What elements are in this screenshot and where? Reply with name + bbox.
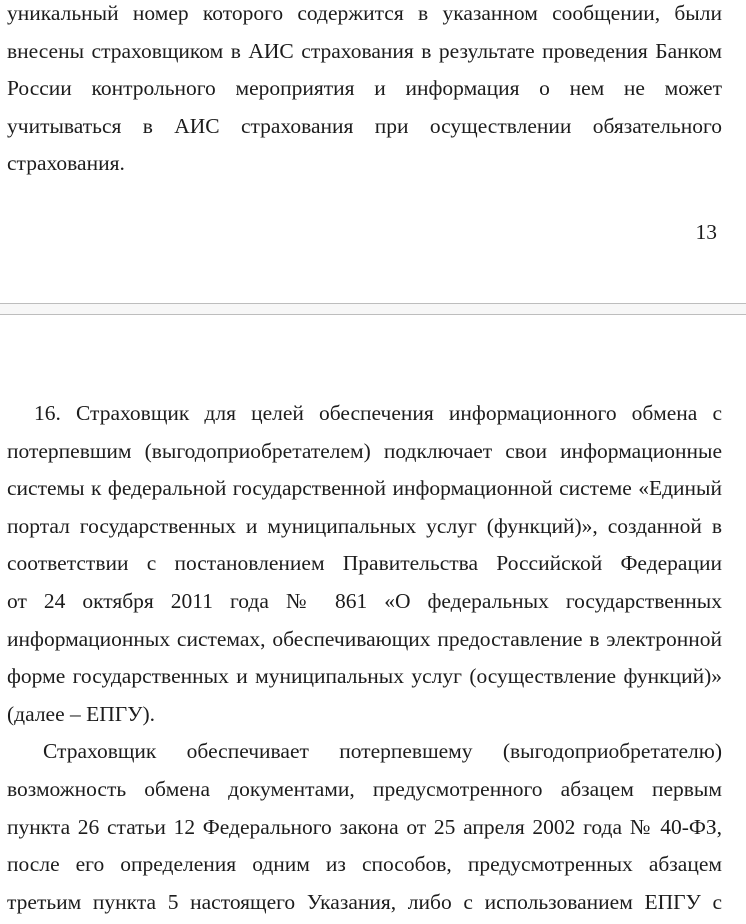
page-13-text-block xyxy=(7,0,722,183)
text-line: информационных системах, обеспечивающих предоставление в электронной xyxy=(7,626,722,651)
text-line: третьим пункта 5 настоящего Указания, либо с использованием ЕПГУ с xyxy=(7,889,722,914)
text-line: внесены страховщиком в АИС страхования в результате проведения Банком xyxy=(7,38,722,63)
text-line: России контрольного мероприятия и информация о нем не может xyxy=(7,76,722,101)
text-line: учитываться в АИС страхования при осуществлении обязательного xyxy=(7,113,722,138)
text-line: соответствии с постановлением Правительства Российской Федерации xyxy=(7,551,722,576)
document-page-13 xyxy=(0,0,746,303)
page-separator xyxy=(0,303,746,315)
text-line: от 24 октября 2011 года № 861 «О федеральных государственных xyxy=(7,588,722,613)
document-page-14 xyxy=(0,315,746,919)
text-line: страхования. xyxy=(7,151,125,176)
text-line: уникальный номер которого содержится в указанном сообщении, были xyxy=(7,1,722,25)
page-number: 13 xyxy=(695,219,717,244)
text-line: (далее – ЕПГУ). xyxy=(7,701,155,726)
text-line: 16. Страховщик для целей обеспечения информационного обмена с xyxy=(34,401,722,425)
text-line: Страховщик обеспечивает потерпевшему (выгодоприобретателю) xyxy=(43,739,722,764)
text-line: пункта 26 статьи 12 Федерального закона от 25 апреля 2002 года № 40-ФЗ, xyxy=(7,814,722,839)
text-line: потерпевшим (выгодоприобретателем) подключает свои информационные xyxy=(7,438,722,463)
text-line: возможность обмена документами, предусмотренного абзацем первым xyxy=(7,776,722,801)
text-line: системы к федеральной государственной информационной системе «Единый xyxy=(7,476,722,501)
text-line: форме государственных и муниципальных услуг (осуществление функций)» xyxy=(7,664,722,689)
text-line: после его определения одним из способов, предусмотренных абзацем xyxy=(7,852,722,877)
text-line: портал государственных и муниципальных услуг (функций)», созданной в xyxy=(7,513,722,538)
page-14-text-block xyxy=(7,395,722,921)
